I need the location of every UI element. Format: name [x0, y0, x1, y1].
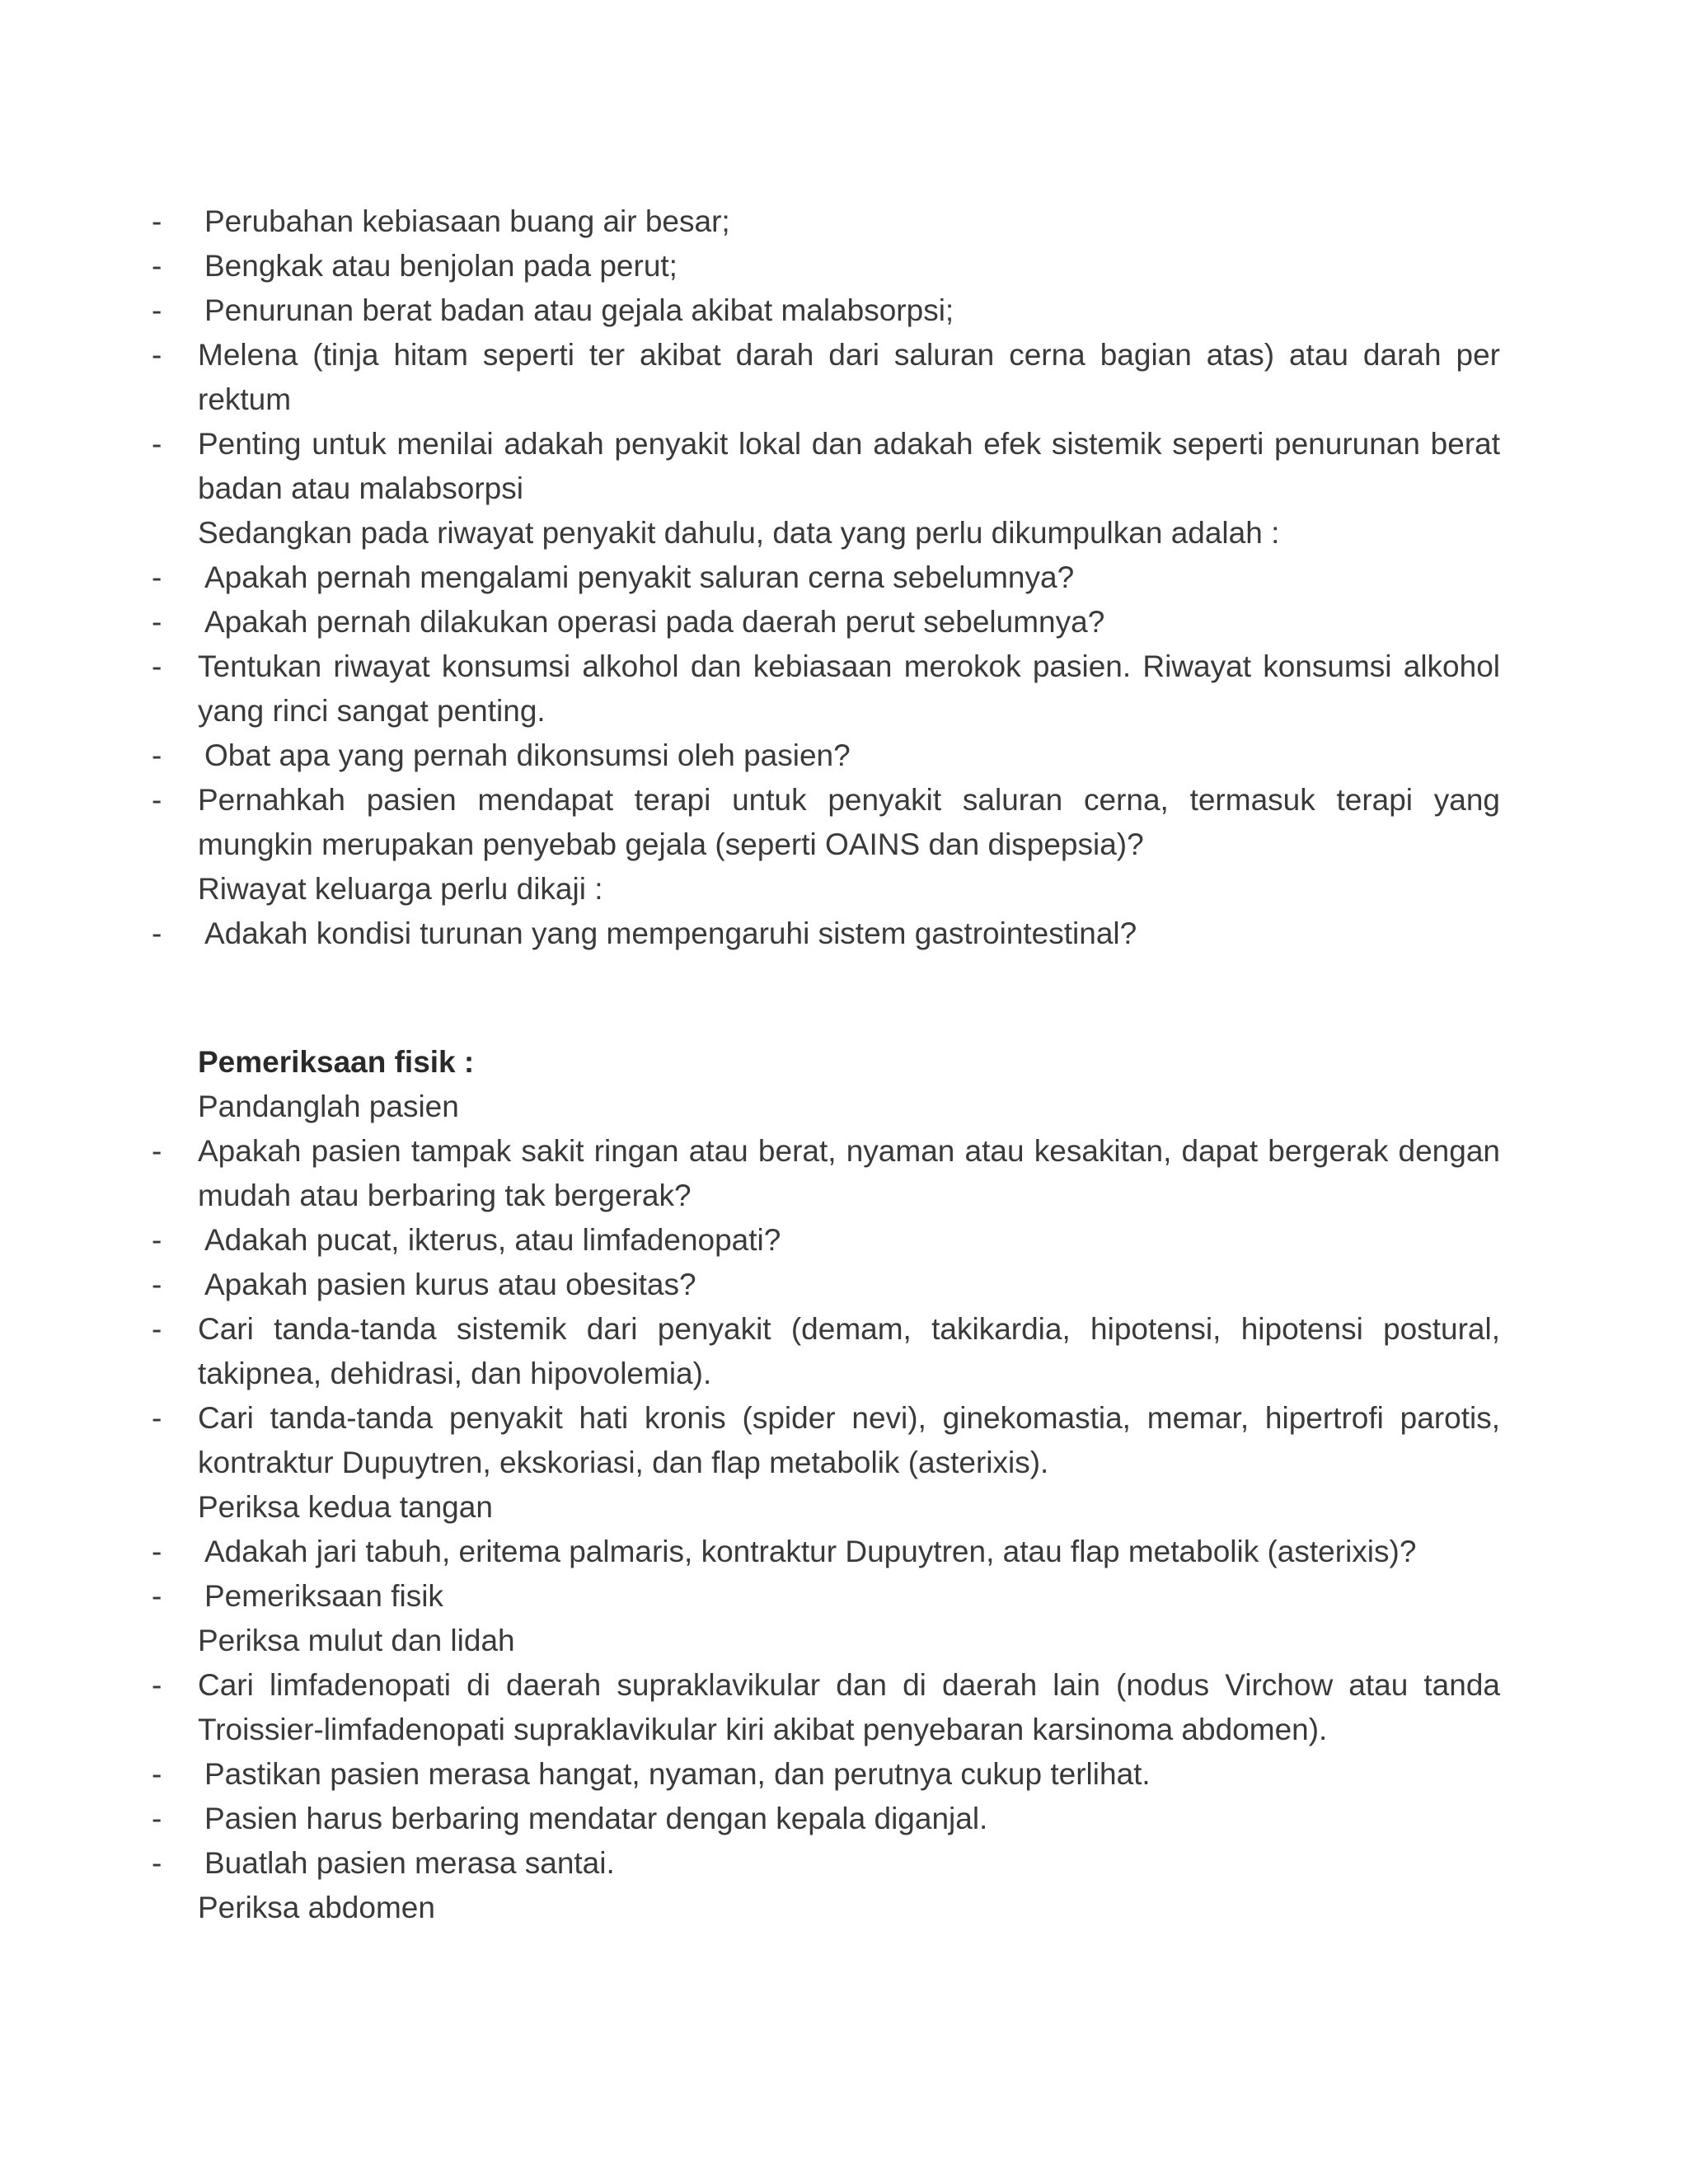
list-item-continuation: rektum [198, 382, 292, 416]
list-item: Adakah kondisi turunan yang mempengaruhi sistem gastrointestinal? [204, 916, 1137, 950]
list-item-continuation: kontraktur Dupuytren, ekskoriasi, dan flap metabolik (asterixis). [198, 1446, 1049, 1479]
list-item: Pernahkah pasien mendapat terapi untuk penyakit saluran cerna, termasuk terapi yang [198, 783, 1500, 817]
list-dash: - [152, 427, 162, 461]
list-dash: - [152, 1223, 162, 1257]
subheading: Periksa abdomen [198, 1891, 435, 1924]
list-item-continuation: mungkin merupakan penyebab gejala (seperti OAINS dan dispepsia)? [198, 827, 1144, 861]
list-item: Tentukan riwayat konsumsi alkohol dan kebiasaan merokok pasien. Riwayat konsumsi alkohol [198, 649, 1500, 683]
section-heading: Sedangkan pada riwayat penyakit dahulu, data yang perlu dikumpulkan adalah : [198, 516, 1280, 550]
list-item: Perubahan kebiasaan buang air besar; [204, 204, 730, 238]
list-dash: - [152, 1846, 162, 1880]
list-item-continuation: badan atau malabsorpsi [198, 471, 523, 505]
list-item: Cari limfadenopati di daerah supraklavikular dan di daerah lain (nodus Virchow atau tanda [198, 1668, 1500, 1702]
list-dash: - [152, 1579, 162, 1613]
list-item: Penting untuk menilai adakah penyakit lokal dan adakah efek sistemik seperti penurunan berat [198, 427, 1500, 461]
list-item: Apakah pasien tampak sakit ringan atau berat, nyaman atau kesakitan, dapat bergerak dengan [198, 1134, 1500, 1168]
list-item: Cari tanda-tanda sistemik dari penyakit (demam, takikardia, hipotensi, hipotensi postural, [198, 1312, 1500, 1346]
list-dash: - [152, 649, 162, 683]
list-dash: - [152, 1401, 162, 1435]
list-item: Pastikan pasien merasa hangat, nyaman, dan perutnya cukup terlihat. [204, 1757, 1151, 1791]
list-item-continuation: takipnea, dehidrasi, dan hipovolemia). [198, 1357, 712, 1390]
list-item: Apakah pasien kurus atau obesitas? [204, 1268, 696, 1301]
list-dash: - [152, 916, 162, 950]
list-dash: - [152, 1757, 162, 1791]
list-item: Melena (tinja hitam seperti ter akibat darah dari saluran cerna bagian atas) atau darah per [198, 338, 1500, 372]
list-dash: - [152, 204, 162, 238]
list-item-continuation: mudah atau berbaring tak bergerak? [198, 1179, 692, 1212]
list-item: Apakah pernah mengalami penyakit saluran cerna sebelumnya? [204, 560, 1075, 594]
list-item: Adakah jari tabuh, eritema palmaris, kontraktur Dupuytren, atau flap metabolik (asterixis)? [204, 1535, 1417, 1568]
list-dash: - [152, 738, 162, 772]
list-item: Buatlah pasien merasa santai. [204, 1846, 615, 1880]
list-item: Penurunan berat badan atau gejala akibat malabsorpsi; [204, 293, 954, 327]
list-dash: - [152, 1312, 162, 1346]
list-dash: - [152, 1802, 162, 1835]
list-item: Apakah pernah dilakukan operasi pada daerah perut sebelumnya? [204, 605, 1105, 639]
list-item-continuation: yang rinci sangat penting. [198, 694, 546, 728]
list-item: Bengkak atau benjolan pada perut; [204, 249, 678, 283]
section-heading: Riwayat keluarga perlu dikaji : [198, 872, 603, 906]
subheading: Pandanglah pasien [198, 1090, 459, 1123]
list-item: Obat apa yang pernah dikonsumsi oleh pasien? [204, 738, 851, 772]
list-dash: - [152, 249, 162, 283]
list-dash: - [152, 1268, 162, 1301]
list-dash: - [152, 1134, 162, 1168]
section-title: Pemeriksaan fisik : [198, 1045, 475, 1079]
list-dash: - [152, 338, 162, 372]
list-dash: - [152, 605, 162, 639]
list-item: Cari tanda-tanda penyakit hati kronis (spider nevi), ginekomastia, memar, hipertrofi parotis, [198, 1401, 1500, 1435]
subheading: Periksa kedua tangan [198, 1490, 493, 1524]
list-item: Adakah pucat, ikterus, atau limfadenopati? [204, 1223, 781, 1257]
list-item: Pasien harus berbaring mendatar dengan kepala diganjal. [204, 1802, 988, 1835]
list-item: Pemeriksaan fisik [204, 1579, 443, 1613]
list-item-continuation: Troissier-limfadenopati supraklavikular kiri akibat penyebaran karsinoma abdomen). [198, 1713, 1328, 1746]
list-dash: - [152, 783, 162, 817]
list-dash: - [152, 560, 162, 594]
list-dash: - [152, 1535, 162, 1568]
list-dash: - [152, 1668, 162, 1702]
subheading: Periksa mulut dan lidah [198, 1624, 515, 1657]
list-dash: - [152, 293, 162, 327]
